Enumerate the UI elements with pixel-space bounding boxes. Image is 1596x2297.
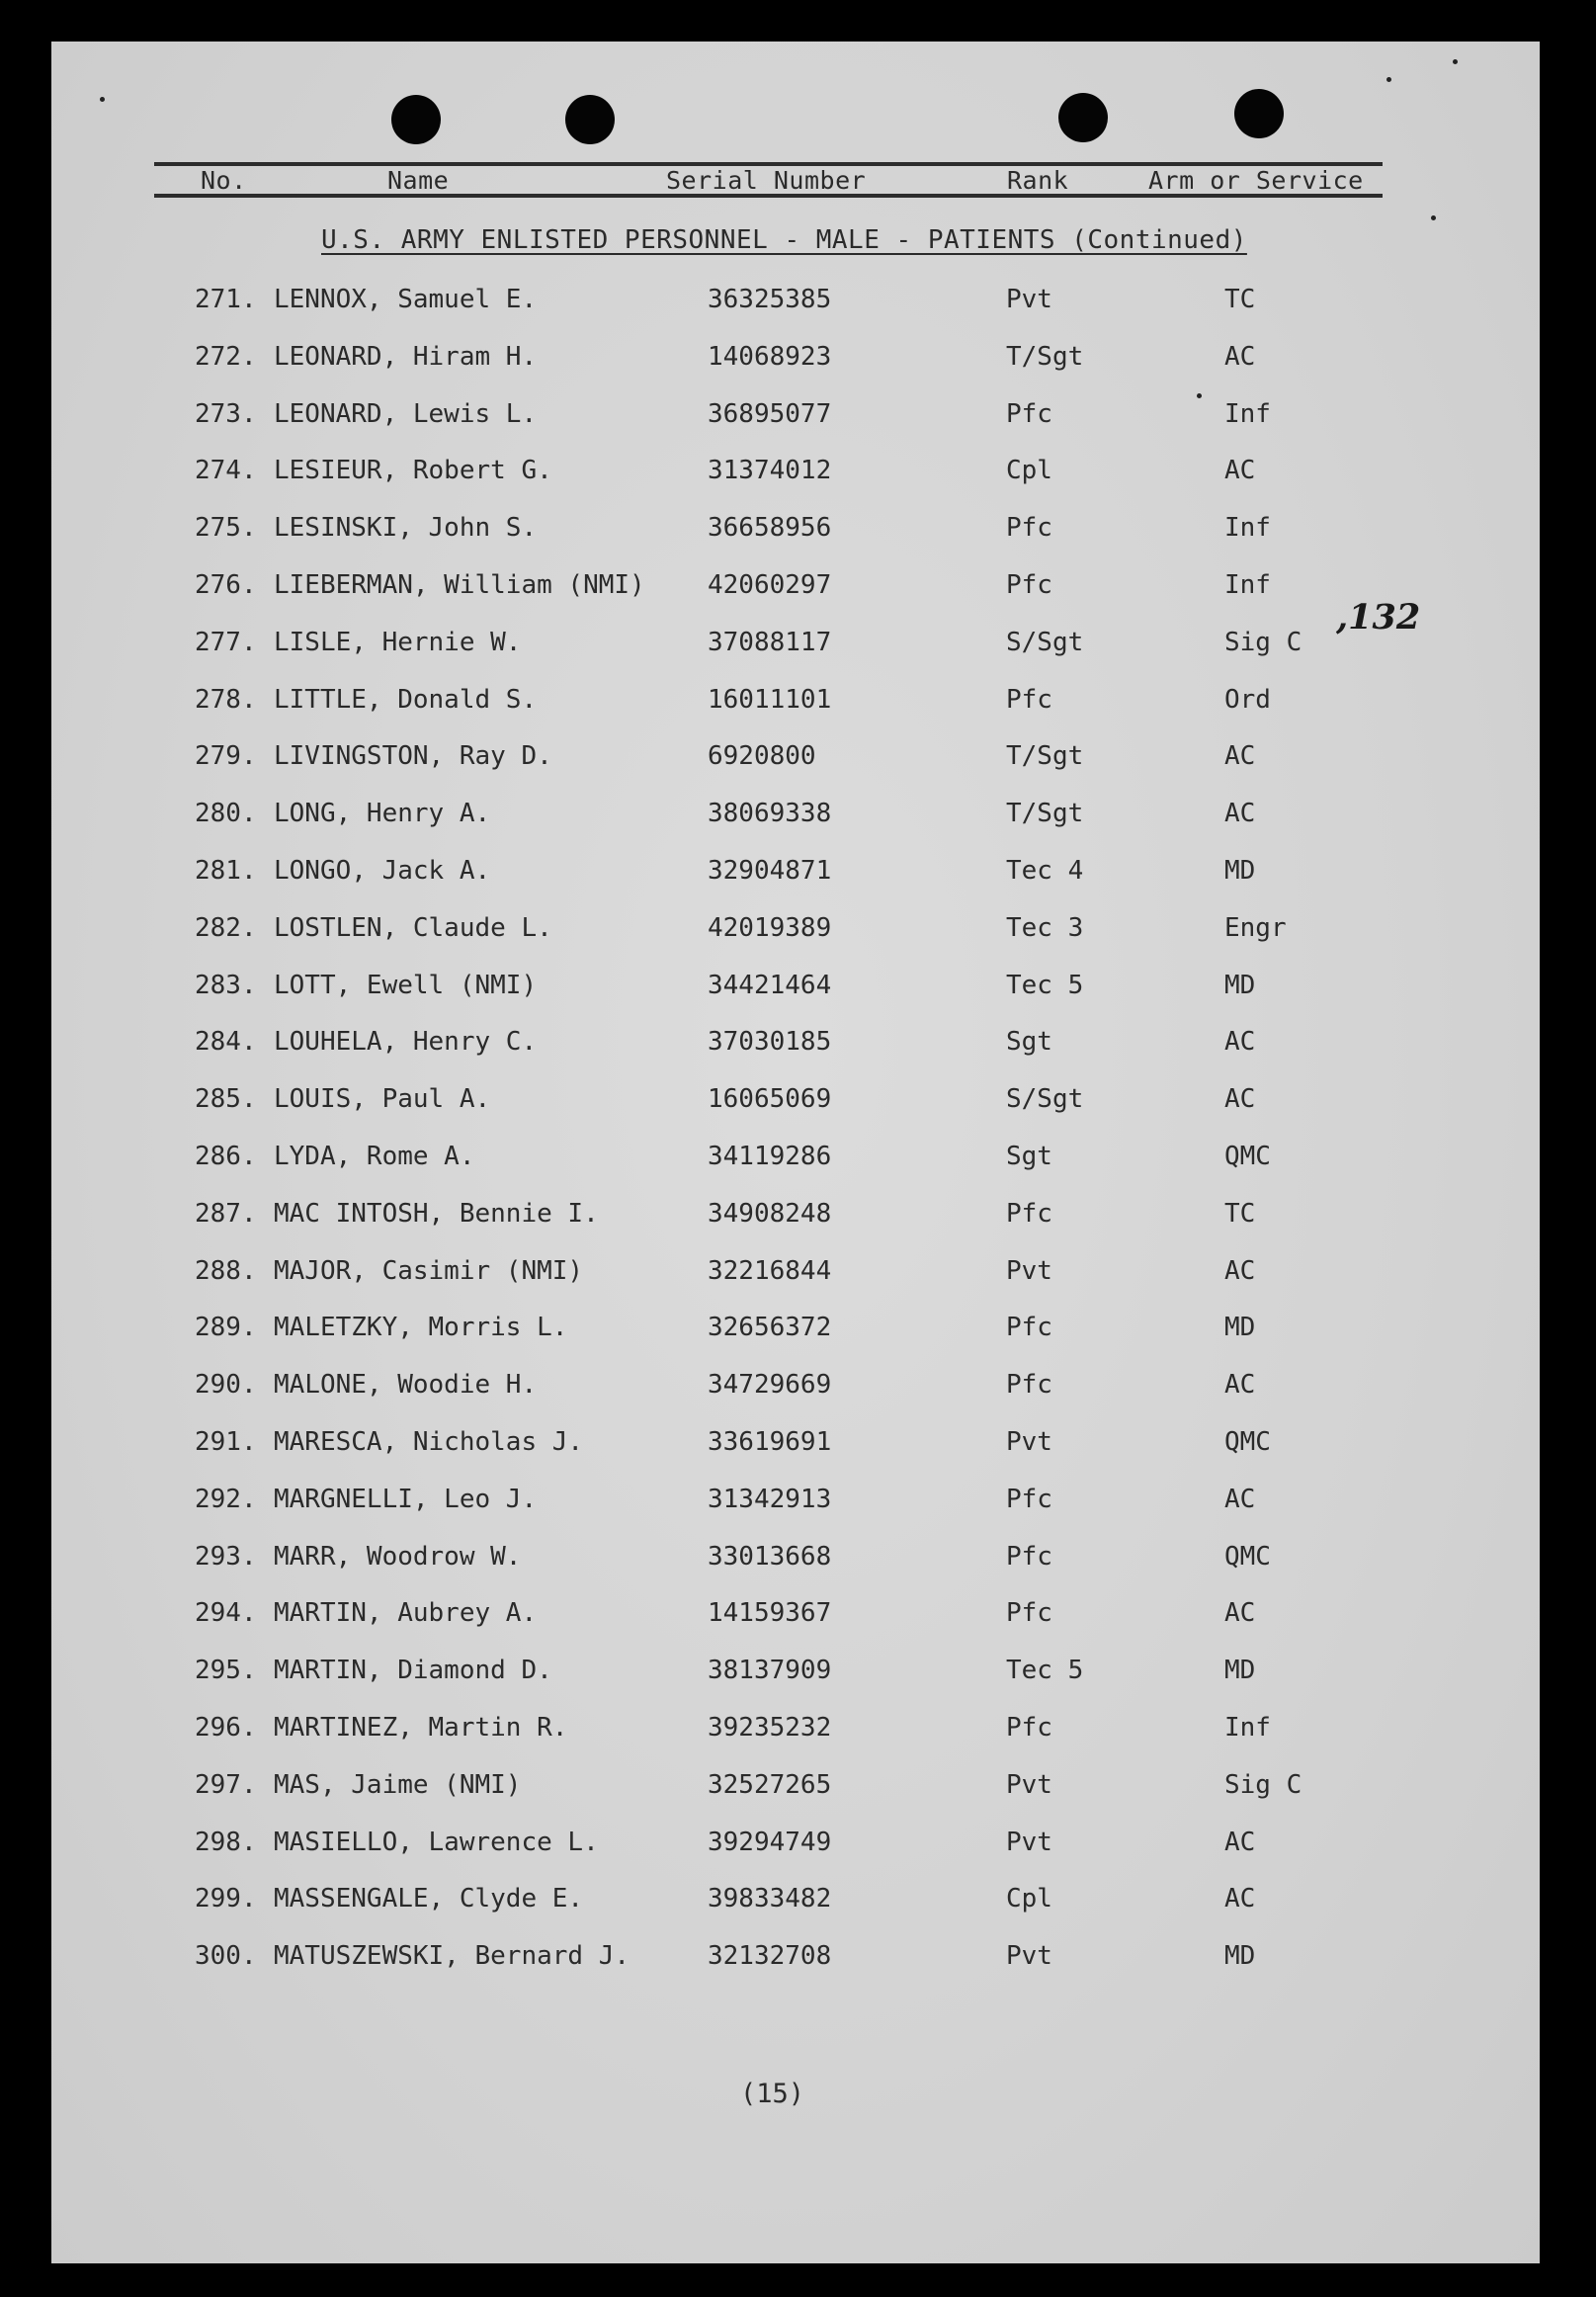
row-arm-or-service: TC <box>1224 285 1256 314</box>
column-header-arm: Arm or Service <box>1148 166 1364 195</box>
row-arm-or-service: AC <box>1224 1485 1256 1514</box>
row-name: MAS, Jaime (NMI) <box>274 1770 522 1800</box>
row-number: 271. <box>195 285 257 314</box>
row-name: LOSTLEN, Claude L. <box>274 913 552 943</box>
row-serial-number: 36325385 <box>708 285 832 314</box>
row-serial-number: 33013668 <box>708 1542 832 1572</box>
row-serial-number: 16011101 <box>708 685 832 715</box>
row-name: LEONARD, Hiram H. <box>274 342 538 372</box>
table-row <box>0 342 1596 382</box>
table-row <box>0 1142 1596 1181</box>
row-number: 294. <box>195 1598 257 1628</box>
row-number: 287. <box>195 1199 257 1229</box>
row-number: 282. <box>195 913 257 943</box>
row-arm-or-service: MD <box>1224 1313 1256 1342</box>
row-name: MARTIN, Diamond D. <box>274 1656 552 1685</box>
row-rank: Cpl <box>1006 1884 1052 1914</box>
row-number: 293. <box>195 1542 257 1572</box>
row-name: LITTLE, Donald S. <box>274 685 538 715</box>
row-serial-number: 32216844 <box>708 1256 832 1286</box>
row-name: LIEBERMAN, William (NMI) <box>274 570 645 600</box>
row-rank: Pvt <box>1006 1941 1052 1971</box>
row-serial-number: 36895077 <box>708 399 832 429</box>
row-name: MASSENGALE, Clyde E. <box>274 1884 584 1914</box>
row-name: LYDA, Rome A. <box>274 1142 475 1171</box>
row-rank: Cpl <box>1006 456 1052 485</box>
row-number: 283. <box>195 971 257 1000</box>
row-rank: S/Sgt <box>1006 628 1084 657</box>
row-arm-or-service: AC <box>1224 342 1256 372</box>
row-number: 289. <box>195 1313 257 1342</box>
row-arm-or-service: AC <box>1224 1027 1256 1057</box>
row-rank: Pfc <box>1006 1598 1052 1628</box>
row-serial-number: 38137909 <box>708 1656 832 1685</box>
row-serial-number: 37030185 <box>708 1027 832 1057</box>
row-rank: Pvt <box>1006 1828 1052 1857</box>
row-arm-or-service: AC <box>1224 456 1256 485</box>
row-number: 278. <box>195 685 257 715</box>
table-row <box>0 399 1596 439</box>
page-number: (15) <box>740 2079 805 2109</box>
speck <box>100 97 105 102</box>
table-row <box>0 685 1596 724</box>
row-name: LENNOX, Samuel E. <box>274 285 538 314</box>
row-rank: Pfc <box>1006 1485 1052 1514</box>
row-serial-number: 16065069 <box>708 1084 832 1114</box>
row-arm-or-service: AC <box>1224 1084 1256 1114</box>
row-serial-number: 39833482 <box>708 1884 832 1914</box>
row-rank: Pfc <box>1006 1370 1052 1400</box>
row-name: LOUHELA, Henry C. <box>274 1027 538 1057</box>
row-rank: Pfc <box>1006 1313 1052 1342</box>
row-rank: Pvt <box>1006 285 1052 314</box>
row-serial-number: 32132708 <box>708 1941 832 1971</box>
table-row <box>0 1485 1596 1524</box>
table-row <box>0 1713 1596 1752</box>
table-row <box>0 1027 1596 1066</box>
row-rank: Tec 4 <box>1006 856 1084 886</box>
row-name: MAJOR, Casimir (NMI) <box>274 1256 584 1286</box>
row-number: 286. <box>195 1142 257 1171</box>
table-row <box>0 1427 1596 1467</box>
row-serial-number: 38069338 <box>708 799 832 828</box>
row-serial-number: 36658956 <box>708 513 832 543</box>
row-number: 276. <box>195 570 257 600</box>
row-rank: Pfc <box>1006 570 1052 600</box>
table-row <box>0 1313 1596 1352</box>
row-arm-or-service: AC <box>1224 1884 1256 1914</box>
row-serial-number: 6920800 <box>708 741 816 771</box>
row-rank: S/Sgt <box>1006 1084 1084 1114</box>
row-serial-number: 14159367 <box>708 1598 832 1628</box>
table-row <box>0 1598 1596 1638</box>
row-number: 280. <box>195 799 257 828</box>
row-serial-number: 32656372 <box>708 1313 832 1342</box>
punch-hole-1 <box>391 95 441 144</box>
row-serial-number: 39294749 <box>708 1828 832 1857</box>
row-serial-number: 31342913 <box>708 1485 832 1514</box>
speck <box>1197 393 1202 398</box>
row-rank: Pfc <box>1006 1713 1052 1743</box>
page-stamp-number: ,132 <box>1336 597 1421 638</box>
table-row <box>0 1770 1596 1810</box>
table-row <box>0 799 1596 838</box>
column-header-name: Name <box>387 166 450 195</box>
row-arm-or-service: Inf <box>1224 513 1271 543</box>
row-arm-or-service: QMC <box>1224 1427 1271 1457</box>
table-row <box>0 1199 1596 1238</box>
table-row <box>0 1542 1596 1581</box>
row-rank: Pvt <box>1006 1256 1052 1286</box>
row-rank: Pfc <box>1006 1199 1052 1229</box>
punch-hole-2 <box>565 95 615 144</box>
row-serial-number: 34908248 <box>708 1199 832 1229</box>
row-name: MASIELLO, Lawrence L. <box>274 1828 599 1857</box>
row-rank: Pvt <box>1006 1427 1052 1457</box>
row-arm-or-service: AC <box>1224 1598 1256 1628</box>
table-row <box>0 913 1596 953</box>
table-row <box>0 285 1596 324</box>
table-row <box>0 1884 1596 1923</box>
row-number: 288. <box>195 1256 257 1286</box>
row-arm-or-service: MD <box>1224 856 1256 886</box>
row-serial-number: 33619691 <box>708 1427 832 1457</box>
column-header-rank: Rank <box>1007 166 1069 195</box>
row-serial-number: 34421464 <box>708 971 832 1000</box>
row-serial-number: 32527265 <box>708 1770 832 1800</box>
row-name: LESINSKI, John S. <box>274 513 538 543</box>
row-number: 298. <box>195 1828 257 1857</box>
row-name: LESIEUR, Robert G. <box>274 456 552 485</box>
row-serial-number: 42060297 <box>708 570 832 600</box>
row-rank: Pfc <box>1006 685 1052 715</box>
row-serial-number: 32904871 <box>708 856 832 886</box>
row-number: 272. <box>195 342 257 372</box>
row-rank: Pvt <box>1006 1770 1052 1800</box>
row-name: MALONE, Woodie H. <box>274 1370 538 1400</box>
row-serial-number: 31374012 <box>708 456 832 485</box>
row-arm-or-service: AC <box>1224 1828 1256 1857</box>
row-rank: Pfc <box>1006 1542 1052 1572</box>
row-arm-or-service: AC <box>1224 741 1256 771</box>
row-rank: Sgt <box>1006 1142 1052 1171</box>
table-row <box>0 628 1596 667</box>
section-subtitle: U.S. ARMY ENLISTED PERSONNEL - MALE - PATIENTS (Continued) <box>321 225 1247 255</box>
row-arm-or-service: TC <box>1224 1199 1256 1229</box>
row-number: 296. <box>195 1713 257 1743</box>
row-serial-number: 39235232 <box>708 1713 832 1743</box>
row-number: 291. <box>195 1427 257 1457</box>
row-name: LONG, Henry A. <box>274 799 491 828</box>
table-row <box>0 1941 1596 1981</box>
row-rank: Sgt <box>1006 1027 1052 1057</box>
column-header-serial: Serial Number <box>666 166 867 195</box>
row-name: MARTINEZ, Martin R. <box>274 1713 568 1743</box>
row-name: LOUIS, Paul A. <box>274 1084 491 1114</box>
table-row <box>0 1828 1596 1867</box>
row-name: MAC INTOSH, Bennie I. <box>274 1199 599 1229</box>
row-number: 297. <box>195 1770 257 1800</box>
row-arm-or-service: Engr <box>1224 913 1287 943</box>
row-rank: T/Sgt <box>1006 342 1084 372</box>
row-serial-number: 14068923 <box>708 342 832 372</box>
row-name: MATUSZEWSKI, Bernard J. <box>274 1941 630 1971</box>
row-number: 285. <box>195 1084 257 1114</box>
row-arm-or-service: Ord <box>1224 685 1271 715</box>
row-rank: Tec 5 <box>1006 1656 1084 1685</box>
row-number: 299. <box>195 1884 257 1914</box>
row-number: 279. <box>195 741 257 771</box>
row-number: 295. <box>195 1656 257 1685</box>
row-name: MARESCA, Nicholas J. <box>274 1427 584 1457</box>
row-arm-or-service: AC <box>1224 1256 1256 1286</box>
row-arm-or-service: MD <box>1224 1941 1256 1971</box>
row-rank: Pfc <box>1006 399 1052 429</box>
row-name: LONGO, Jack A. <box>274 856 491 886</box>
table-row <box>0 1256 1596 1296</box>
row-name: LEONARD, Lewis L. <box>274 399 538 429</box>
row-number: 290. <box>195 1370 257 1400</box>
row-number: 273. <box>195 399 257 429</box>
speck <box>1453 59 1458 64</box>
row-name: MARGNELLI, Leo J. <box>274 1485 538 1514</box>
speck <box>1386 77 1391 82</box>
row-arm-or-service: AC <box>1224 1370 1256 1400</box>
row-name: MALETZKY, Morris L. <box>274 1313 568 1342</box>
row-number: 275. <box>195 513 257 543</box>
row-number: 292. <box>195 1485 257 1514</box>
row-name: LIVINGSTON, Ray D. <box>274 741 552 771</box>
row-serial-number: 34729669 <box>708 1370 832 1400</box>
row-number: 281. <box>195 856 257 886</box>
table-row <box>0 570 1596 610</box>
row-arm-or-service: QMC <box>1224 1542 1271 1572</box>
row-arm-or-service: MD <box>1224 971 1256 1000</box>
row-arm-or-service: Sig C <box>1224 1770 1302 1800</box>
row-arm-or-service: Inf <box>1224 570 1271 600</box>
table-row <box>0 1656 1596 1695</box>
row-name: LISLE, Hernie W. <box>274 628 522 657</box>
table-row <box>0 971 1596 1010</box>
table-row <box>0 741 1596 781</box>
punch-hole-4 <box>1234 89 1284 138</box>
row-rank: T/Sgt <box>1006 741 1084 771</box>
row-name: MARR, Woodrow W. <box>274 1542 522 1572</box>
row-arm-or-service: MD <box>1224 1656 1256 1685</box>
table-row <box>0 456 1596 495</box>
row-name: LOTT, Ewell (NMI) <box>274 971 538 1000</box>
row-arm-or-service: Inf <box>1224 1713 1271 1743</box>
row-serial-number: 42019389 <box>708 913 832 943</box>
row-rank: Tec 5 <box>1006 971 1084 1000</box>
table-row <box>0 1370 1596 1409</box>
row-arm-or-service: Inf <box>1224 399 1271 429</box>
row-serial-number: 34119286 <box>708 1142 832 1171</box>
row-serial-number: 37088117 <box>708 628 832 657</box>
row-number: 284. <box>195 1027 257 1057</box>
column-header-no: No. <box>201 166 247 195</box>
table-row <box>0 513 1596 553</box>
speck <box>1431 215 1436 220</box>
row-rank: T/Sgt <box>1006 799 1084 828</box>
row-rank: Pfc <box>1006 513 1052 543</box>
table-row <box>0 856 1596 895</box>
row-arm-or-service: Sig C <box>1224 628 1302 657</box>
row-number: 277. <box>195 628 257 657</box>
row-number: 300. <box>195 1941 257 1971</box>
row-rank: Tec 3 <box>1006 913 1084 943</box>
row-arm-or-service: QMC <box>1224 1142 1271 1171</box>
punch-hole-3 <box>1058 93 1108 142</box>
row-arm-or-service: AC <box>1224 799 1256 828</box>
table-row <box>0 1084 1596 1124</box>
row-name: MARTIN, Aubrey A. <box>274 1598 538 1628</box>
row-number: 274. <box>195 456 257 485</box>
